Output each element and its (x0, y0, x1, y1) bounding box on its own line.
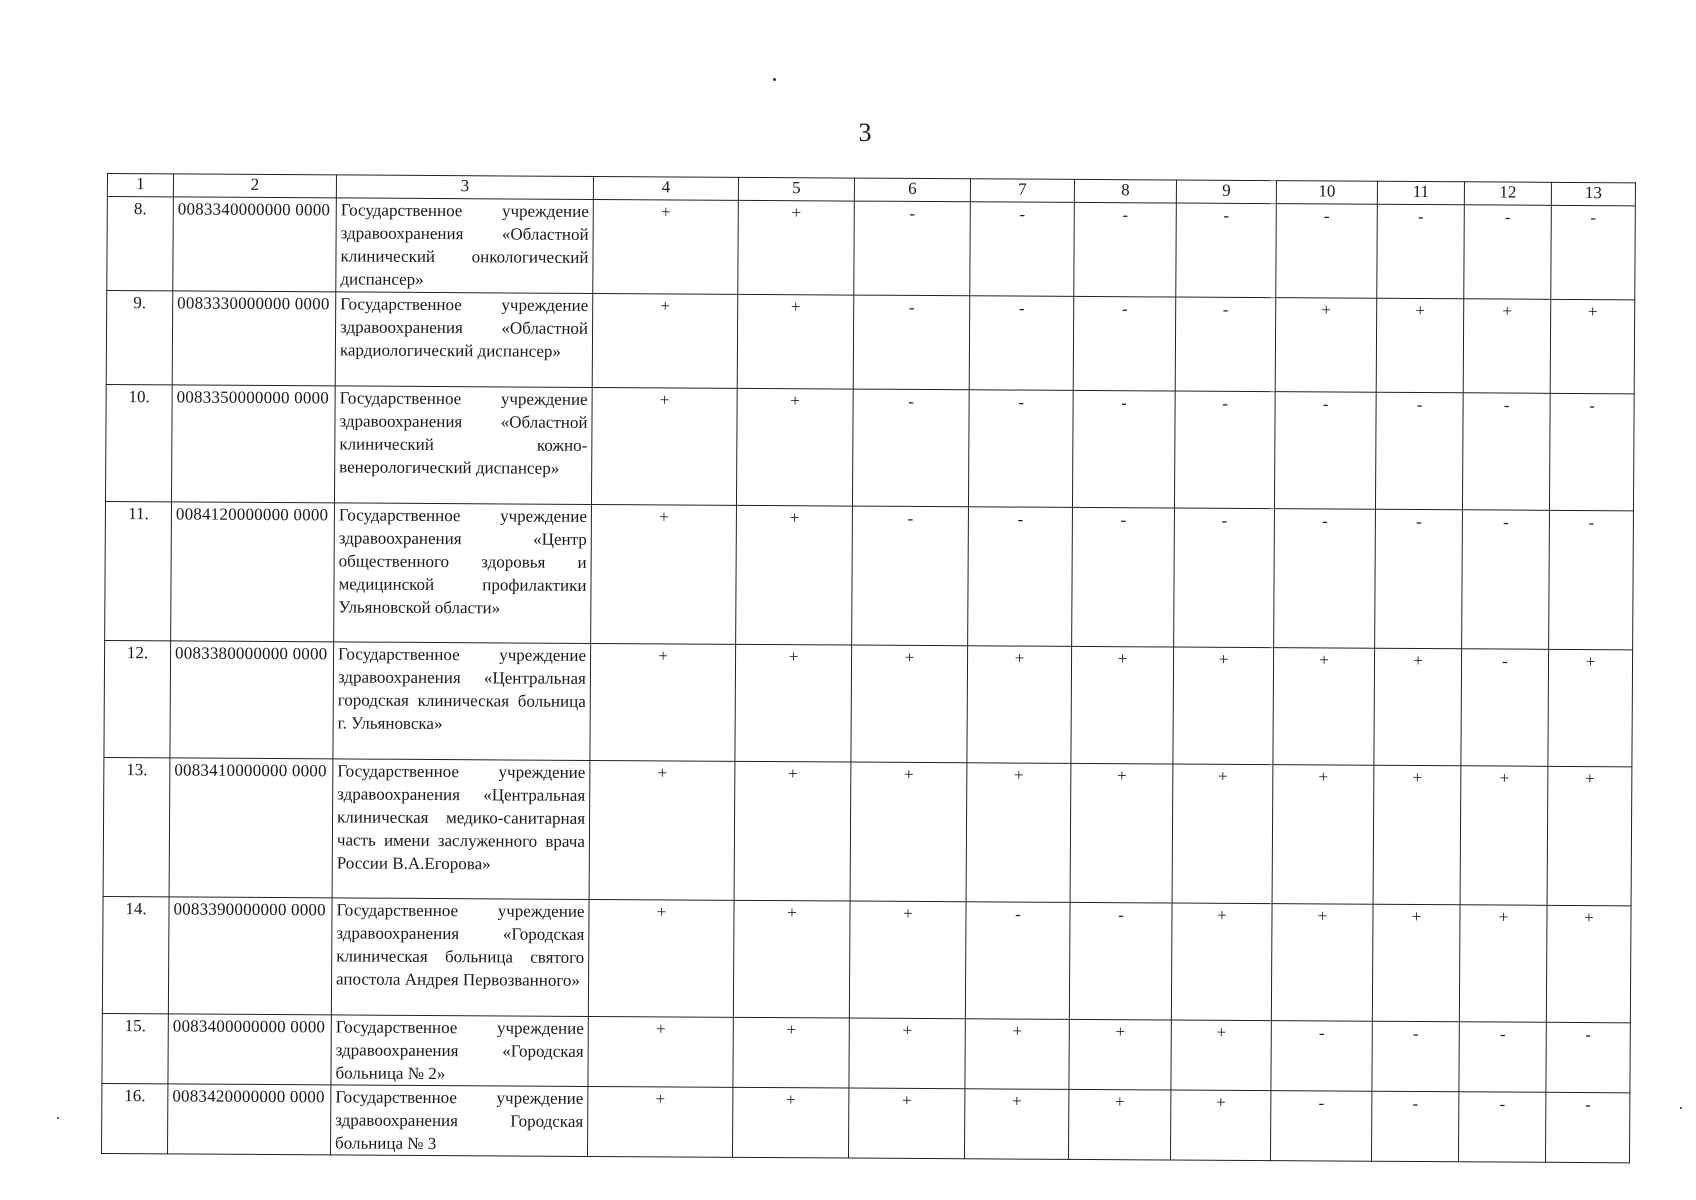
institution-name: Государственное учреждение здравоохранения «Городская клиническая больница святого апостола Андрея Первозванного» (331, 898, 589, 1017)
institution-name: Государственное учреждение здравоохранения «Центральная городская клиническая больница г. Ульяновска» (333, 642, 591, 761)
mark-cell-col-5: + (734, 761, 851, 901)
mark-cell-col-7: - (968, 390, 1073, 508)
mark-cell-col-13: + (1547, 766, 1632, 906)
table-row (107, 197, 1636, 300)
mark-cell-col-6: - (852, 389, 969, 507)
registry-code: 0083350000000 0000 (171, 385, 335, 503)
institution-name: Государственное учреждение здравоохранения «Центральная клиническая медико-санитарная часть имени заслуженного врача России В.А.Егорова» (332, 759, 590, 900)
mark-cell-col-13: - (1549, 393, 1634, 511)
row-number: 16. (102, 1083, 168, 1153)
column-header-4: 4 (593, 176, 738, 200)
mark-cell-col-5: + (736, 505, 853, 645)
mark-cell-col-5: + (733, 900, 850, 1018)
mark-cell-col-10: - (1270, 1091, 1371, 1162)
institution-name: Государственное учреждение здравоохранения «Городская больница № 2» (331, 1015, 588, 1087)
mark-cell-col-9: + (1172, 764, 1273, 904)
mark-cell-col-7: + (965, 1019, 1069, 1090)
mark-cell-col-9: - (1176, 203, 1277, 298)
registry-code: 0084120000000 0000 (171, 502, 335, 642)
mark-cell-col-8: - (1072, 390, 1175, 508)
mark-cell-col-6: + (848, 1088, 964, 1159)
mark-cell-col-4: + (591, 387, 737, 505)
table-row (105, 501, 1634, 649)
mark-cell-col-9: - (1174, 391, 1275, 509)
mark-cell-col-7: - (965, 902, 1070, 1020)
mark-cell-col-11: - (1375, 392, 1463, 510)
mark-cell-col-11: + (1372, 904, 1460, 1022)
mark-cell-col-12: + (1463, 299, 1551, 394)
mark-cell-col-5: + (738, 200, 855, 295)
mark-cell-col-6: - (853, 295, 970, 390)
mark-cell-col-11: + (1373, 765, 1461, 905)
table-row (106, 291, 1635, 394)
mark-cell-col-6: + (849, 901, 966, 1019)
mark-cell-col-10: + (1272, 765, 1374, 905)
mark-cell-col-12: - (1461, 649, 1549, 767)
mark-cell-col-8: - (1069, 902, 1172, 1020)
registry-code: 0083340000000 0000 (173, 197, 337, 292)
mark-cell-col-8: - (1073, 296, 1176, 391)
row-number: 14. (102, 896, 169, 1013)
row-number: 8. (107, 197, 174, 291)
mark-cell-col-7: - (969, 296, 1074, 391)
mark-cell-col-9: + (1171, 903, 1272, 1021)
scan-speck (773, 78, 776, 81)
column-header-8: 8 (1074, 179, 1176, 203)
mark-cell-col-6: + (849, 1018, 965, 1089)
table-row (102, 896, 1631, 1022)
mark-cell-col-13: - (1546, 1022, 1630, 1093)
table-row (103, 757, 1632, 905)
mark-cell-col-10: + (1271, 904, 1373, 1022)
mark-cell-col-4: + (591, 504, 737, 644)
mark-cell-col-9: + (1173, 647, 1274, 765)
mark-cell-col-7: + (966, 763, 1071, 903)
mark-cell-col-4: + (589, 760, 735, 900)
scan-speck (57, 1117, 59, 1119)
mark-cell-col-13: - (1545, 1092, 1629, 1163)
registry-code: 0083400000000 0000 (168, 1014, 331, 1085)
mark-cell-col-6: - (854, 201, 971, 296)
mark-cell-col-7: - (970, 202, 1075, 297)
mark-cell-col-11: + (1376, 298, 1464, 393)
scan-speck (1680, 1107, 1682, 1109)
mark-cell-col-9: + (1170, 1090, 1270, 1161)
mark-cell-col-12: - (1458, 1092, 1545, 1163)
mark-cell-col-6: + (851, 645, 968, 763)
mark-cell-col-10: + (1273, 648, 1375, 766)
mark-cell-col-4: + (590, 643, 736, 761)
mark-cell-col-10: - (1276, 204, 1378, 299)
column-header-2: 2 (173, 174, 336, 198)
mark-cell-col-11: - (1372, 1021, 1459, 1092)
mark-cell-col-13: + (1548, 649, 1633, 767)
mark-cell-col-8: - (1074, 202, 1177, 297)
registry-code: 0083390000000 0000 (168, 897, 332, 1015)
row-number: 13. (103, 757, 170, 896)
registry-code: 0083420000000 0000 (168, 1084, 331, 1155)
mark-cell-col-13: - (1551, 205, 1636, 300)
mark-cell-col-4: + (588, 1086, 733, 1157)
mark-cell-col-5: + (736, 388, 853, 506)
mark-cell-col-13: - (1549, 510, 1634, 650)
institution-name: Государственное учреждение здравоохранения «Областной клинический кожно-венерологический диспансер» (334, 386, 592, 505)
registry-code: 0083410000000 0000 (169, 758, 333, 898)
table-row (102, 1013, 1630, 1092)
mark-cell-col-10: - (1271, 1021, 1372, 1092)
column-header-3: 3 (336, 175, 593, 200)
column-header-12: 12 (1464, 182, 1551, 206)
mark-cell-col-10: + (1275, 298, 1377, 393)
mark-cell-col-7: - (968, 507, 1073, 647)
row-number: 15. (102, 1013, 168, 1083)
registry-table (101, 173, 1636, 1163)
mark-cell-col-8: - (1072, 507, 1175, 647)
row-number: 12. (104, 640, 171, 757)
column-header-13: 13 (1551, 182, 1635, 206)
mark-cell-col-12: - (1462, 393, 1550, 511)
institution-name: Государственное учреждение здравоохранения «Центр общественного здоровья и медицинской профилактики Ульяновской области» (334, 503, 592, 644)
mark-cell-col-13: + (1550, 299, 1635, 394)
mark-cell-col-12: - (1462, 510, 1550, 650)
mark-cell-col-4: + (588, 899, 734, 1017)
mark-cell-col-5: + (735, 644, 852, 762)
column-header-11: 11 (1377, 181, 1464, 205)
table-row (102, 1083, 1630, 1162)
mark-cell-col-4: + (593, 199, 739, 294)
column-header-7: 7 (970, 179, 1074, 203)
column-header-9: 9 (1176, 180, 1276, 204)
mark-cell-col-8: + (1071, 646, 1174, 764)
mark-cell-col-5: + (737, 294, 854, 389)
mark-cell-col-4: + (592, 293, 738, 388)
mark-cell-col-12: + (1459, 905, 1547, 1023)
table-row (104, 640, 1633, 766)
table-body (102, 197, 1636, 1163)
mark-cell-col-12: + (1460, 766, 1548, 906)
mark-cell-col-6: + (850, 762, 967, 902)
row-number: 10. (105, 384, 172, 501)
registry-code: 0083380000000 0000 (170, 641, 334, 759)
column-header-1: 1 (107, 174, 173, 197)
mark-cell-col-4: + (588, 1016, 733, 1087)
institution-name: Государственное учреждение здравоохранения «Областной кардиологический диспансер» (335, 292, 593, 388)
mark-cell-col-7: + (964, 1089, 1068, 1160)
mark-cell-col-11: - (1377, 204, 1465, 299)
mark-cell-col-9: - (1174, 508, 1275, 648)
mark-cell-col-13: + (1546, 905, 1631, 1023)
column-header-10: 10 (1276, 181, 1377, 205)
mark-cell-col-7: + (967, 646, 1072, 764)
mark-cell-col-9: - (1175, 297, 1276, 392)
mark-cell-col-9: + (1171, 1020, 1271, 1091)
mark-cell-col-8: + (1069, 1019, 1171, 1090)
institution-name: Государственное учреждение здравоохранения «Областной клинический онкологический диспансер» (336, 198, 594, 294)
column-header-6: 6 (854, 178, 970, 202)
mark-cell-col-10: - (1274, 509, 1376, 649)
row-number: 11. (105, 501, 172, 640)
mark-cell-col-12: - (1464, 205, 1552, 300)
column-header-5: 5 (738, 177, 854, 201)
mark-cell-col-5: + (732, 1087, 848, 1158)
page-number: 3 (858, 118, 872, 147)
mark-cell-col-11: + (1374, 648, 1462, 766)
mark-cell-col-12: - (1459, 1022, 1546, 1093)
registry-code: 0083330000000 0000 (172, 291, 336, 386)
mark-cell-col-11: - (1371, 1091, 1458, 1162)
mark-cell-col-8: + (1068, 1089, 1170, 1160)
table-row (105, 384, 1634, 510)
mark-cell-col-8: + (1070, 763, 1173, 903)
mark-cell-col-11: - (1375, 509, 1463, 649)
mark-cell-col-5: + (733, 1017, 849, 1088)
institution-name: Государственное учреждение здравоохранения Городская больница № 3 (331, 1085, 588, 1157)
mark-cell-col-6: - (852, 506, 969, 646)
row-number: 9. (106, 291, 173, 385)
mark-cell-col-10: - (1274, 392, 1376, 510)
